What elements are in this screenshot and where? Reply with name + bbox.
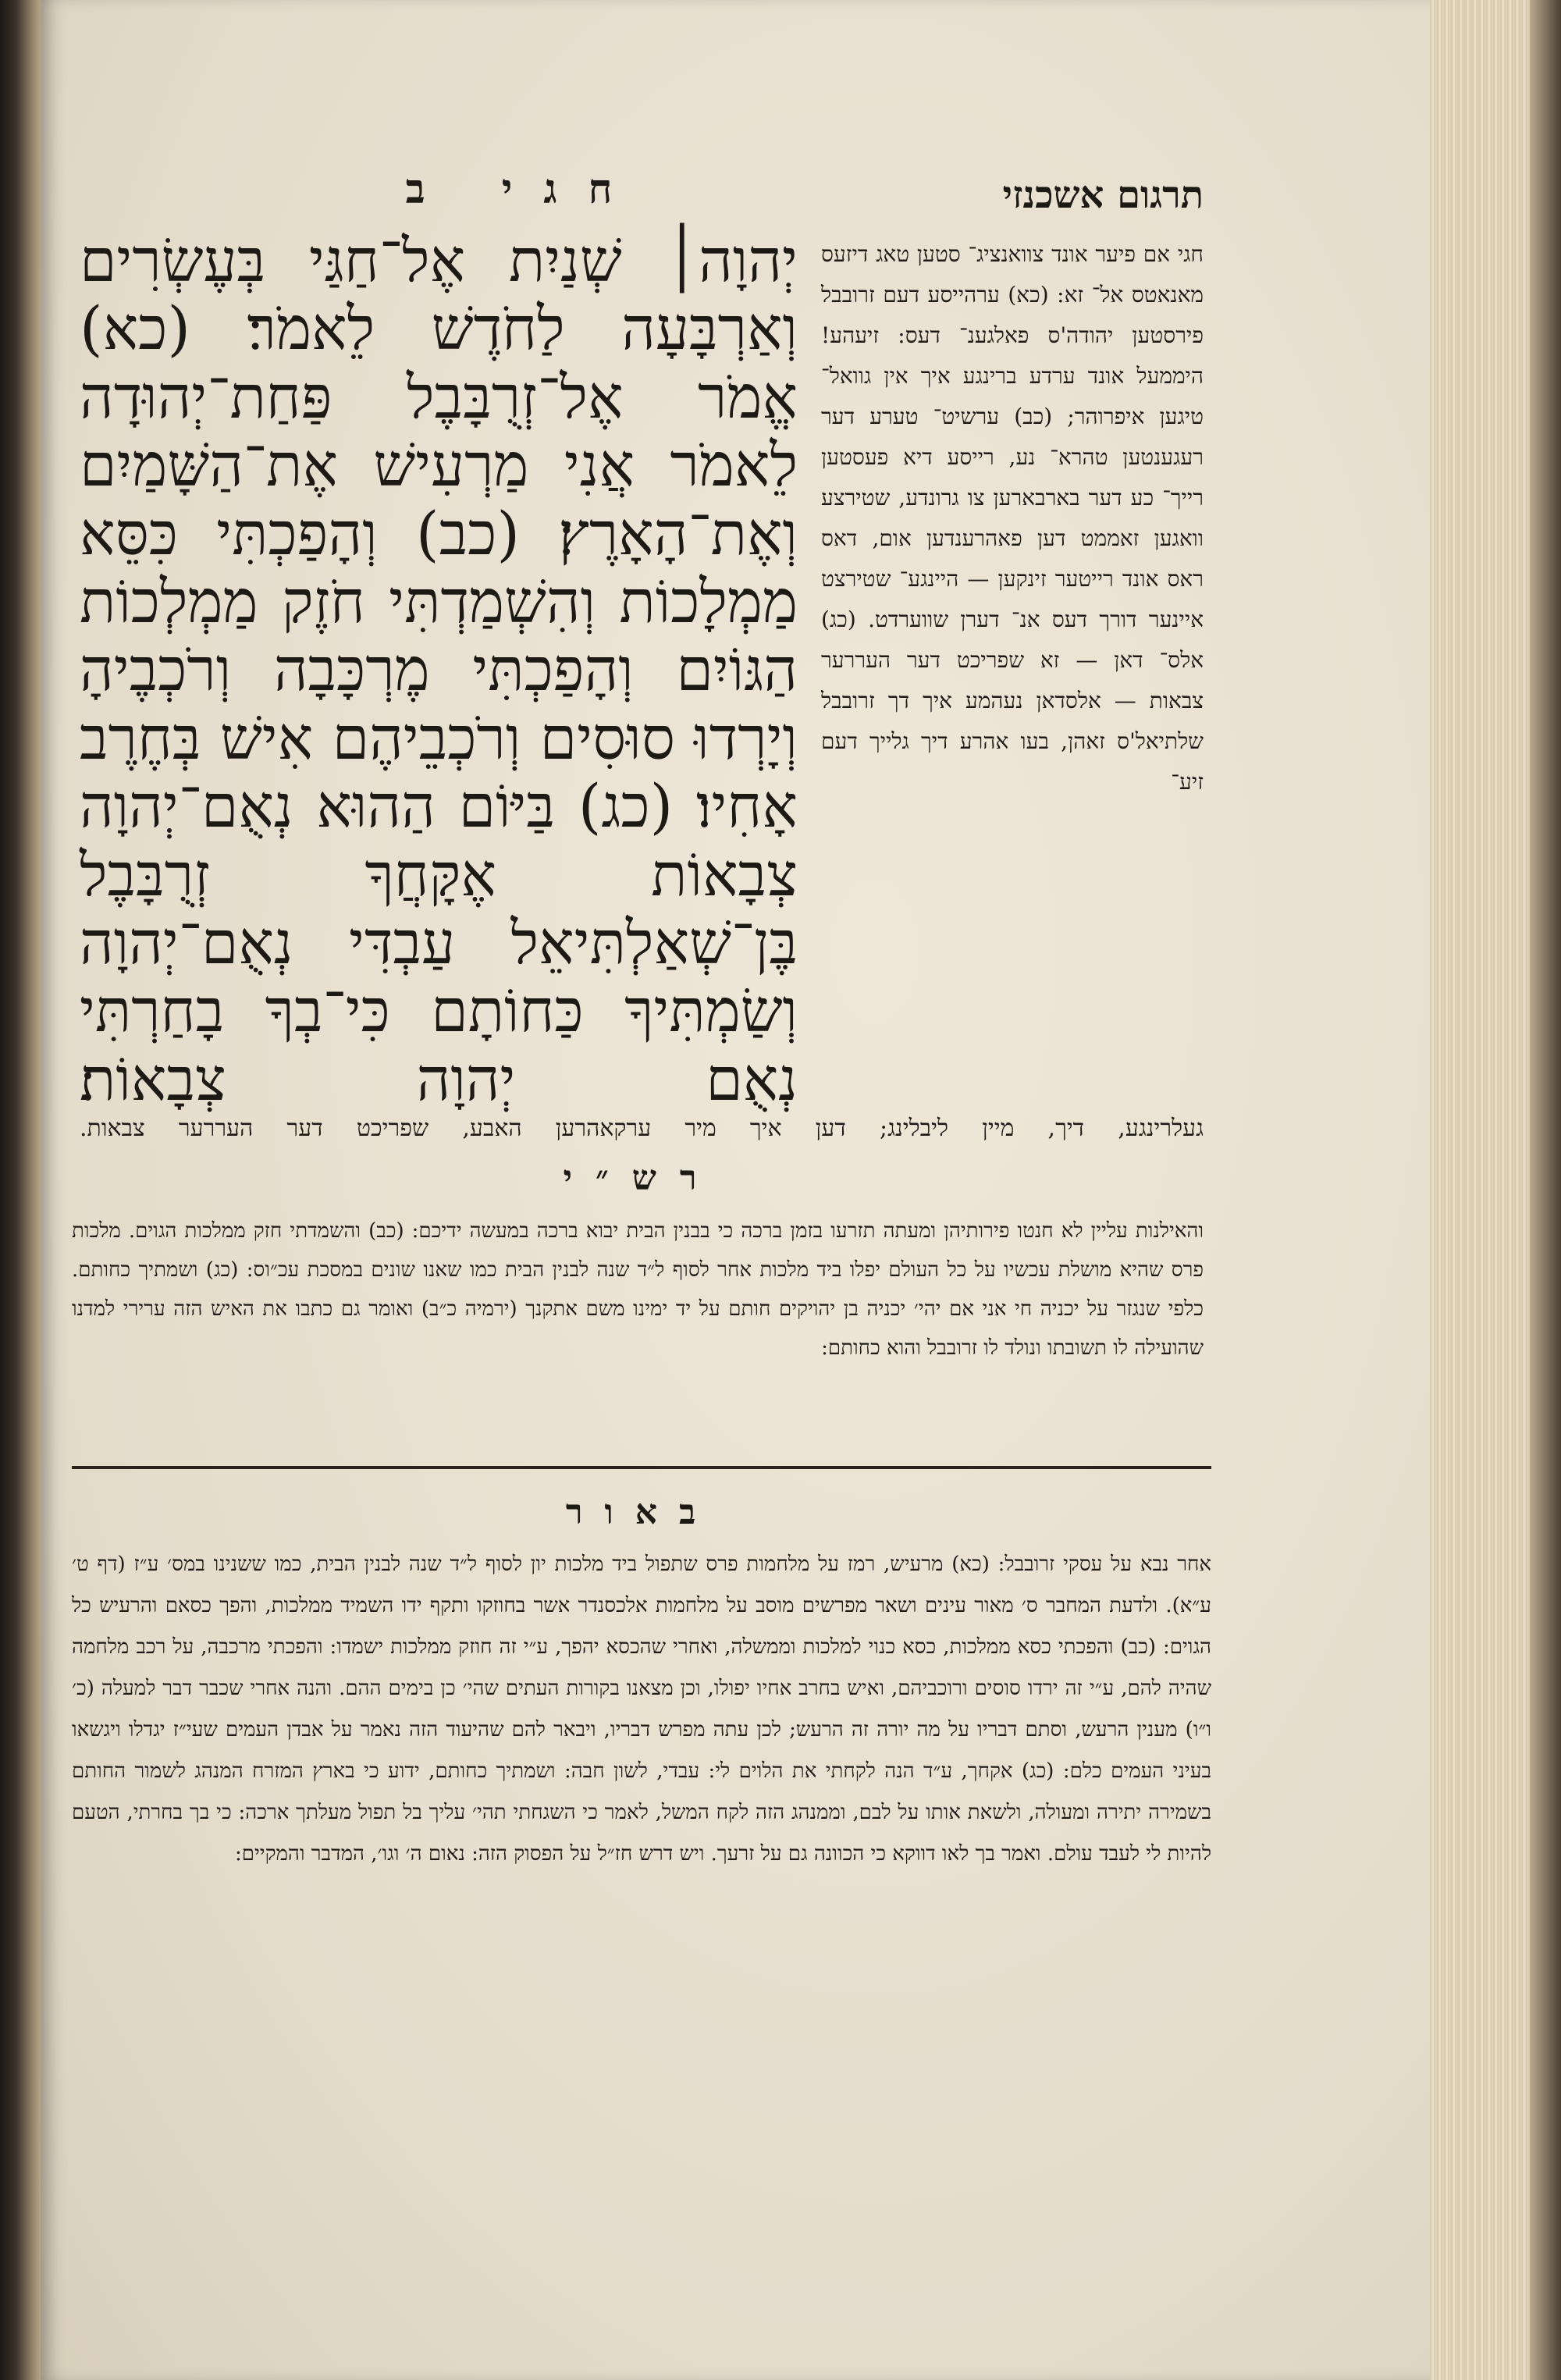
section-divider <box>72 1466 1211 1469</box>
rashi-text: והאילנות עליין לא חנטו פירותיהן ומעתה תזרעו בזמן ברכה כי בבנין הבית יבוא ברכה במעשה ידיכם: (כב) והשמדתי חזק ממלכות הגוים. מלכות פרס שהיא מושלת עכשיו על כל העולם יפלו ביד מלכות אחר לסוף ל״ד שנה לבנין הבית כמו שאנו שונים במסכת עכ״וס: (כג) ושמתיך כחותם. כלפי שנגזר על יכניה חי אני אם יהי׳ יכניה בן יהויקים חותם על יד ימינו משם אתקנך (ירמיה כ״ב) ואומר גם כתבו את האיש הזה ערירי למדנו שהועילה לו תשובתו ונולד לו זרובבל והוא כחותם: <box>72 1219 1204 1360</box>
page-stack-right <box>1428 0 1561 2380</box>
book-title: חגי ב <box>405 165 644 213</box>
biur-title: באור <box>565 1492 718 1532</box>
targum-last-line: געלרינגע, דיך, מיין ליבלינג; דען איך מיר ערקאהרען האבע, שפריכט דער העררער צבאות. <box>80 1115 1204 1142</box>
book-gutter-left <box>0 0 41 2380</box>
targum-text: חגי אם פיער אונד צוואנציג־ סטען טאג דיזעס מאנאטס אל־ זא: (כא) ערהייסע דעם זרובבל פירסטען יהודה'ס פאלגענ־ דעס: זיעהע! היממעל אונד ערדע ברינגע איך אין גוואל־ טיגען איפרוהר; (כב) ערשיט־ טערע דער רעגענטען טהרא־ נע, רייסע דיא פעסטען רייך־ כע דער בארבארען צו גרונדע, שטירצע וואגען זאממט דען פאהרענדען אום, דאס ראס אונד רייטער זינקען — היינגע־ שטירצט איינער דורך דעס אנ־ דערן שווערדט. (כג) אלס־ דאן — זא שפריכט דער העררער צבאות — אלסדאן נעהמע איך דך זרובבל שלתיאל'ס זאהן, בעו אהרע דיך גלייך דעם זיע־ <box>821 241 1204 795</box>
book-page <box>41 0 1430 2380</box>
targum-title: תרגום אשכנזי <box>1002 173 1204 217</box>
biur-text: אחר נבא על עסקי זרובבל: (כא) מרעיש, רמז על מלחמות פרס שתפול ביד מלכות יון לסוף ל״ד שנה לבנין הבית, כמו ששנינו במס׳ ע״ז (דף ט׳ ע״א). ולדעת המחבר ס׳ מאור עינים ושאר מפרשים מוסב על מלחמות אלכסנדר אשר בחוזקו ותקף ידו השמיד ממלכות, והפך כסאם והרעיש כל הגוים: (כב) והפכתי כסא ממלכות, כסא כנוי למלכות וממשלה, ואחרי שהכסא יהפך, ע״י זה חוזק ממלכות ישמדו: והפכתי מרכבה, על רכב מלחמה שהיה להם, ע״י זה ירדו סוסים ורוכביהם, ואיש בחרב אחיו יפולו, וכן מצאנו בקורות העתים שהי׳ כן בימים ההם. והנה אחרי שכבר דבר למעלה (כ׳ ו״ו) מענין הרעש, וסתם דבריו על מה יורה זה הרעש; לכן עתה מפרש דבריו, ויבאר להם שהיעוד הזה נאמר על אבדן העמים שעי״ז יגדלו ויגשאו בעיני העמים כלם: (כג) אקחך, ע״ד הנה לקחתי את הלוים לי: עבדי, לשון חבה: ושמתיך כחותם, ידוע כי בארץ המזרח המנהג לשמור החותם בשמירה יתירה ומעולה, ולשאת אותו על לבם, וממנהג הזה לקח המשל, לאמר כי השגחתי תהי׳ עליך בל תפול מעלתך ארכה: כי בך בחרתי, הטעם להיות לי לעבד עולם. ואמר בך לאו דווקא כי הכוונה גם על זרעך. ויש דרש חז״ל על הפסוק הזה: נאום ה׳ וגו׳, המדבר והמקיים: <box>72 1553 1211 1866</box>
rashi-title: רש״י <box>563 1158 720 1198</box>
hebrew-text: יְהוָה׀ שְׁנַיִת אֶל־חַגַּי בְּעֶשְׂרִים וְאַרְבָּעָה לַחֹדֶשׁ לֵאמֹר׃ (כא) אֱמֹר אֶל־זְרֻבָּבֶל פַּחַת־יְהוּדָה לֵאמֹר אֲנִי מַרְעִישׁ אֶת־הַשָּׁמַיִם וְאֶת־הָאָרֶץ׃ (כב) וְהָפַכְתִּי כִּסֵּא מַמְלָכוֹת וְהִשְׁמַדְתִּי חֹזֶק מַמְלְכוֹת הַגּוֹיִם וְהָפַכְתִּי מֶרְכָּבָה וְרֹכְבֶיהָ וְיָרְדוּ סוּסִים וְרֹכְבֵיהֶם אִישׁ בְּחֶרֶב אָחִיו׃ (כג) בַּיּוֹם הַהוּא נְאֻם־יְהוָה צְבָאוֹת אֶקָּחֲךָ זְרֻבָּבֶל בֶּן־שְׁאַלְתִּיאֵל עַבְדִּי נְאֻם־יְהוָה וְשַׂמְתִּיךָ כַּחוֹתָם כִּי־בְךָ בָחַרְתִּי נְאֻם יְהוָה צְבָאוֹת׃ <box>80 226 798 1114</box>
